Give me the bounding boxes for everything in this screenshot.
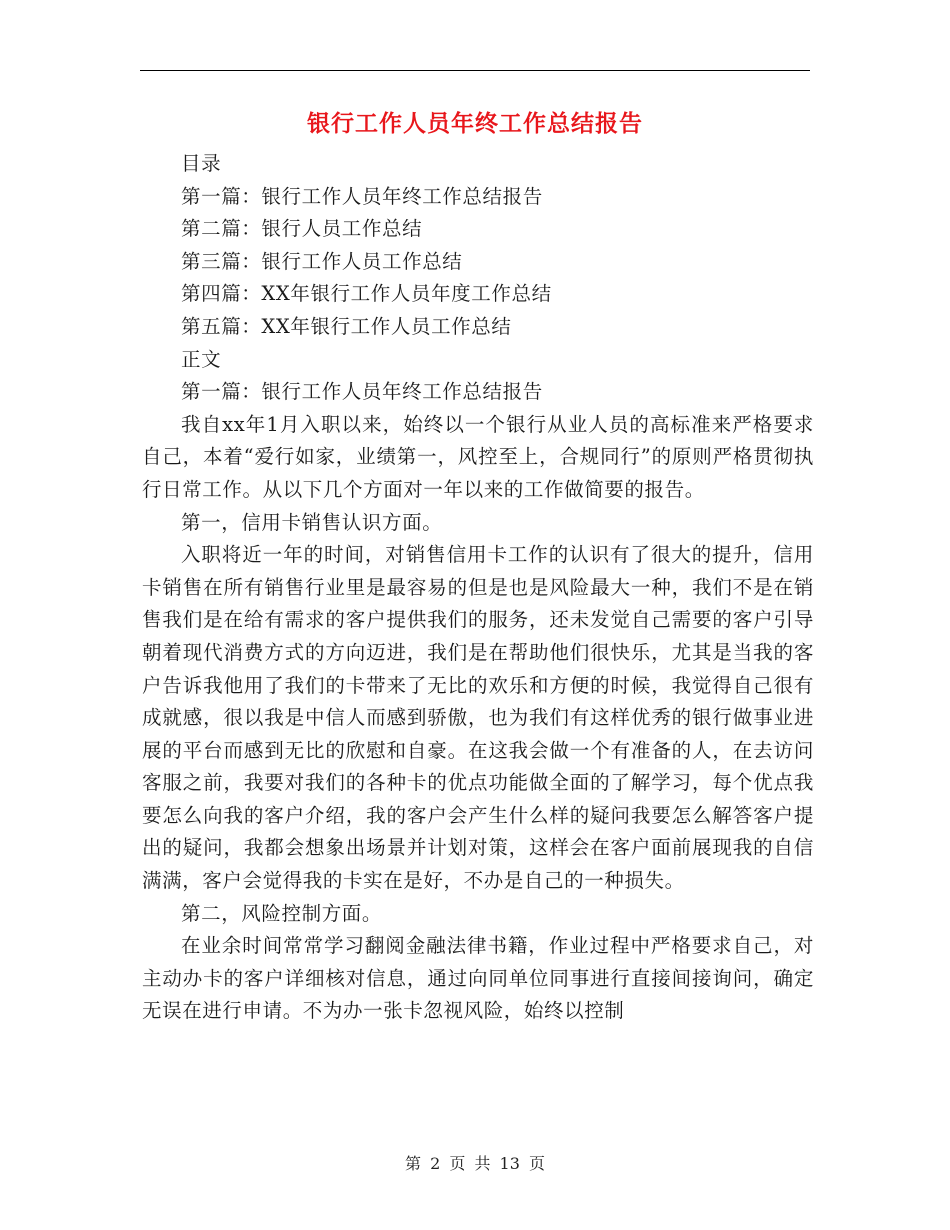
- document-body: [142, 148, 814, 1028]
- header-rule: [140, 70, 810, 71]
- document-title: 银行工作人员年终工作总结报告: [307, 110, 643, 137]
- body-paragraph: 入职将近一年的时间，对销售信用卡工作的认识有了很大的提升，信用卡销售在所有销售行业里是最容易的但是也是风险最大一种，我们不是在销售我们是在给有需求的客户提供我们的服务，还未发觉自己需要的客户引导朝着现代消费方式的方向迈进，我们是在帮助他们很快乐，尤其是当我的客户告诉我他用了我们的卡带来了无比的欢乐和方便的时候，我觉得自己很有成就感，很以我是中信人而感到骄傲，也为我们有这样优秀的银行做事业进展的平台而感到无比的欣慰和自豪。在这我会做一个有准备的人，在去访问客服之前，我要对我们的各种卡的优点功能做全面的了解学习，每个优点我要怎么向我的客户介绍，我的客户会产生什么样的疑问我要怎么解答客户提出的疑问，我都会想象出场景并计划对策，这样会在客户面前展现我的自信满满，客户会觉得我的卡实在是好，不办是自己的一种损失。: [142, 543, 814, 893]
- body-paragraph: 在业余时间常常学习翻阅金融法律书籍，作业过程中严格要求自己，对主动办卡的客户详细核对信息，通过向同单位同事进行直接间接询问，确定无误在进行申请。不为办一张卡忽视风险，始终以控制: [142, 934, 814, 1023]
- toc-item-2: 第二篇：银行人员工作总结: [181, 217, 423, 241]
- body-paragraph: 我自xx年1月入职以来，始终以一个银行从业人员的高标准来严格要求自己，本着“爱行如家，业绩第一，风控至上，合规同行”的原则严格贯彻执行日常工作。从以下几个方面对一年以来的工作做简要的报告。: [142, 412, 814, 501]
- toc-heading: 目录: [181, 152, 222, 175]
- page-number-footer: 第 2 页 共 13 页: [405, 1154, 545, 1173]
- toc-item-4: 第四篇：XX年银行工作人员年度工作总结: [181, 282, 552, 306]
- subsection-heading: 第二，风险控制方面。: [181, 901, 383, 925]
- toc-item-3: 第三篇：银行工作人员工作总结: [181, 249, 463, 273]
- toc-item-1: 第一篇：银行工作人员年终工作总结报告: [181, 184, 543, 208]
- subsection-heading: 第一，信用卡销售认识方面。: [181, 510, 443, 534]
- body-heading: 正文: [181, 347, 222, 371]
- section-title: 第一篇：银行工作人员年终工作总结报告: [181, 380, 543, 404]
- toc-item-5: 第五篇：XX年银行工作人员工作总结: [181, 314, 512, 338]
